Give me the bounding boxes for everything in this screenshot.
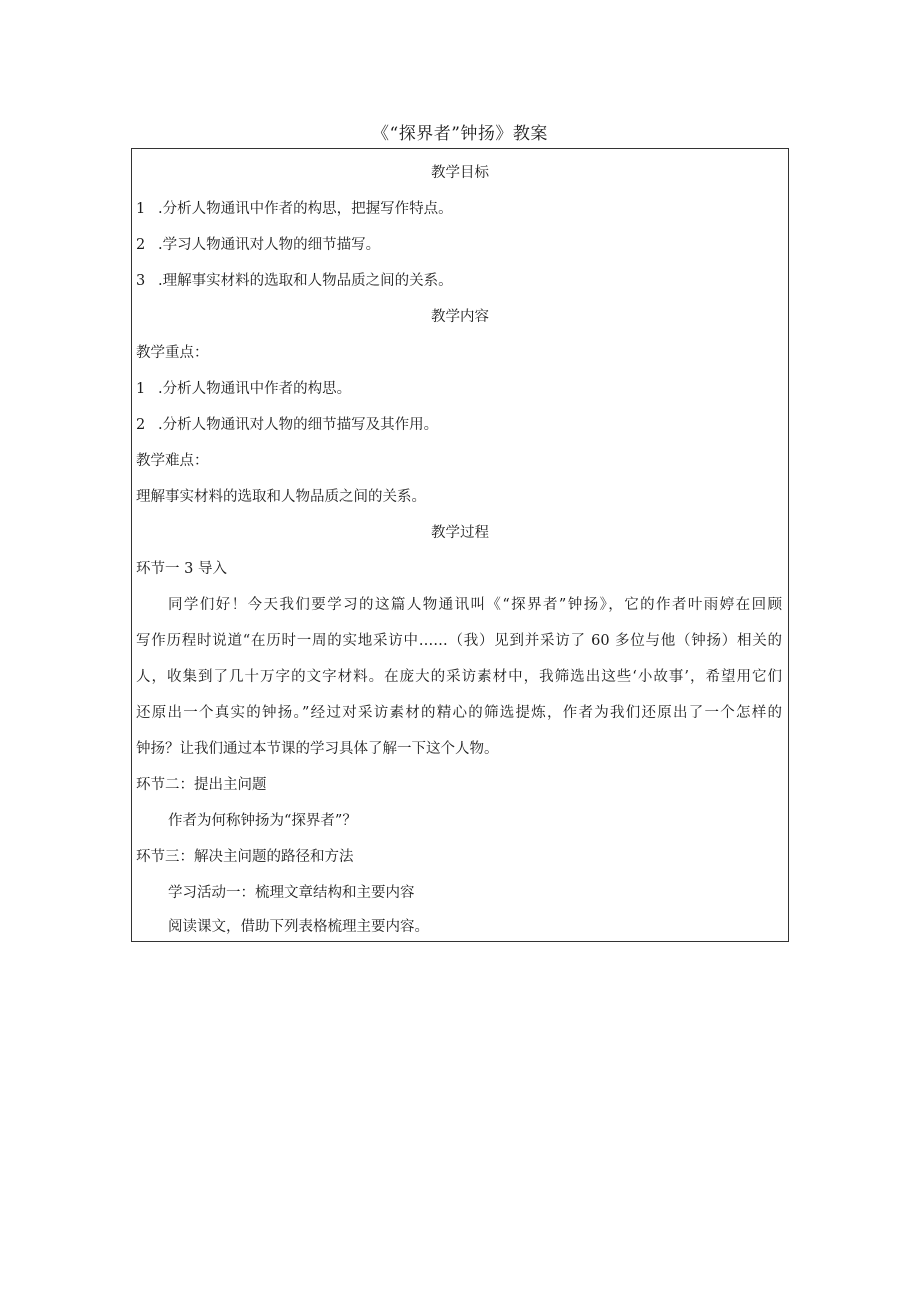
activity1-title: 学习活动一：梳理文章结构和主要内容 <box>168 885 415 901</box>
step1-paragraph-line: 写作历程时说道“在历时一周的实地采访中……（我）见到并采访了 60 多位与他（钟扬）相关的 <box>136 633 782 649</box>
step3-label: 环节三：解决主问题的路径和方法 <box>136 849 354 865</box>
process-heading: 教学过程 <box>431 525 489 541</box>
step1-paragraph-line: 还原出一个真实的钟扬。”经过对采访素材的精心的筛选提炼，作者为我们还原出了一个怎样的 <box>136 705 782 721</box>
key-point-item <box>136 379 782 399</box>
step2-question: 作者为何称钟扬为“探界者”？ <box>168 813 357 829</box>
step2-label: 环节二：提出主问题 <box>136 777 267 793</box>
objective-number: 1 <box>136 201 146 217</box>
objective-number: 2 <box>136 237 146 253</box>
objective-text: .学习人物通讯对人物的细节描写。 <box>158 237 381 253</box>
content-heading: 教学内容 <box>431 309 489 325</box>
step1-label: 环节一 3 导入 <box>136 561 227 577</box>
activity1-instruction: 阅读课文，借助下列表格梳理主要内容。 <box>168 919 429 935</box>
step1-paragraph-line: 同学们好！今天我们要学习的这篇人物通讯叫《“探界者”钟扬》，它的作者叶雨婷在回顾 <box>168 597 782 613</box>
key-point-number: 1 <box>136 381 146 397</box>
objective-item <box>136 235 782 255</box>
objective-number: 3 <box>136 273 146 289</box>
difficulty-label: 教学难点： <box>136 453 209 469</box>
objective-text: .分析人物通讯中作者的构思，把握写作特点。 <box>158 201 453 217</box>
key-points-label: 教学重点： <box>136 345 209 361</box>
objective-item <box>136 271 782 291</box>
step1-paragraph-line: 钟扬？让我们通过本节课的学习具体了解一下这个人物。 <box>136 741 499 757</box>
lesson-plan-table <box>131 148 789 942</box>
objectives-heading: 教学目标 <box>431 165 489 181</box>
key-point-number: 2 <box>136 417 146 433</box>
objective-item <box>136 199 782 219</box>
key-point-text: .分析人物通讯对人物的细节描写及其作用。 <box>158 417 439 433</box>
key-point-item <box>136 415 782 435</box>
step1-paragraph-line: 人，收集到了几十万字的文字材料。在庞大的采访素材中，我筛选出这些‘小故事’，希望用它们 <box>136 669 782 685</box>
difficulty-text: 理解事实材料的选取和人物品质之间的关系。 <box>136 489 426 505</box>
key-point-text: .分析人物通讯中作者的构思。 <box>158 381 352 397</box>
document-title: 《“探界者”钟扬》教案 <box>372 124 548 144</box>
objective-text: .理解事实材料的选取和人物品质之间的关系。 <box>158 273 453 289</box>
